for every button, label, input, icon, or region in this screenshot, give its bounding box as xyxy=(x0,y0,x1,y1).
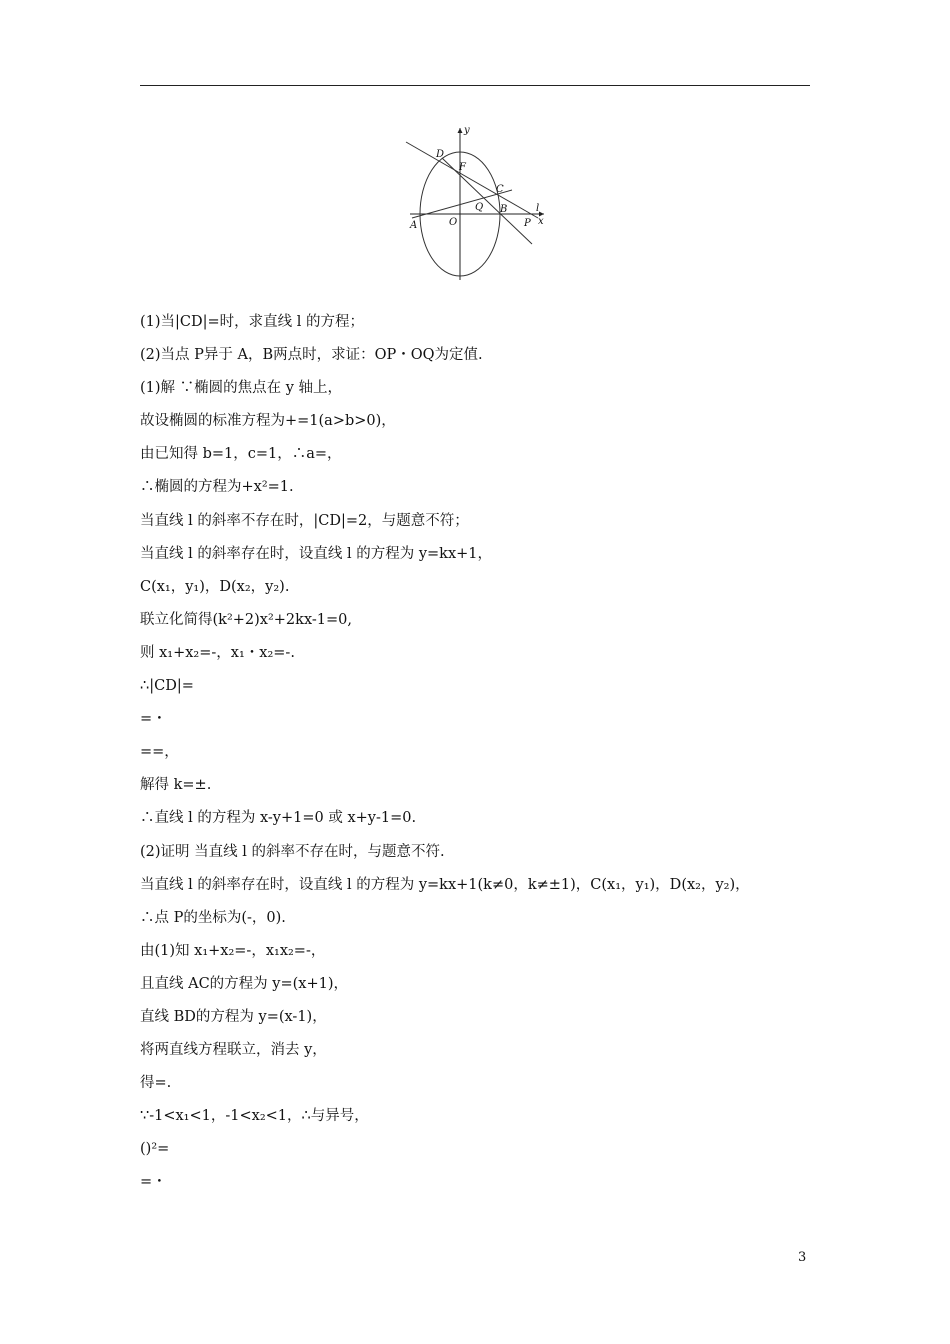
label-f: F xyxy=(459,162,466,173)
label-l: l xyxy=(536,203,540,214)
line-bd xyxy=(442,158,532,244)
label-b: B xyxy=(500,204,508,215)
label-p: P xyxy=(524,218,531,229)
solution-text xyxy=(140,306,820,1200)
text-line: 当直线 l 的斜率存在时，设直线 l 的方程为 y=kx+1(k≠0，k≠±1)，C(x₁，y₁)，D(x₂，y₂)， xyxy=(140,876,750,893)
text-line: ==， xyxy=(140,744,179,761)
text-line: 联立化简得(k²+2)x²+2kx-1=0, xyxy=(140,611,352,628)
text-line: ∴|CD|= xyxy=(140,678,194,695)
text-line: C(x₁，y₁)，D(x₂，y₂). xyxy=(140,578,290,595)
text-line: 将两直线方程联立，消去 y， xyxy=(140,1042,327,1059)
text-line: 由已知得 b=1，c=1，∴a=， xyxy=(140,446,342,463)
text-line: ∴直线 l 的方程为 x-y+1=0 或 x+y-1=0. xyxy=(140,810,417,827)
text-line: (2)证明 当直线 l 的斜率不存在时，与题意不符. xyxy=(140,843,445,860)
header-rule xyxy=(140,85,810,86)
text-line: ∴点 P的坐标为(-，0). xyxy=(140,909,286,926)
label-x: x xyxy=(538,216,544,227)
y-axis-arrow xyxy=(458,128,463,133)
text-line: 得=. xyxy=(140,1075,172,1092)
label-q: Q xyxy=(475,202,484,213)
ellipse-figure xyxy=(398,122,550,284)
label-a: A xyxy=(410,220,418,231)
text-line: ∵-1<x₁<1，-1<x₂<1，∴与异号， xyxy=(140,1108,369,1125)
text-line: (2)当点 P异于 A，B两点时，求证：OP・OQ为定值. xyxy=(140,347,483,364)
text-line: 当直线 l 的斜率不存在时，|CD|=2，与题意不符； xyxy=(140,512,469,529)
text-line: 当直线 l 的斜率存在时，设直线 l 的方程为 y=kx+1， xyxy=(140,545,492,562)
label-d: D xyxy=(436,149,445,160)
label-o: O xyxy=(449,217,458,228)
text-line: 由(1)知 x₁+x₂=-，x₁x₂=-， xyxy=(140,942,326,959)
label-y: y xyxy=(464,125,470,136)
label-c: C xyxy=(496,184,504,195)
text-line: 解得 k=±. xyxy=(140,777,212,794)
line-l xyxy=(406,142,538,218)
text-line: 且直线 AC的方程为 y=(x+1)， xyxy=(140,975,348,992)
text-line: (1)解 ∵椭圆的焦点在 y 轴上， xyxy=(140,380,343,397)
page-number: 3 xyxy=(798,1250,807,1265)
text-line: 则 x₁+x₂=-，x₁・x₂=-. xyxy=(140,644,295,661)
text-line: ∴椭圆的方程为+x²=1. xyxy=(140,479,294,496)
text-line: =・ xyxy=(140,1174,167,1191)
ellipse-diagram xyxy=(398,122,550,284)
text-line: 故设椭圆的标准方程为+=1(a>b>0)， xyxy=(140,413,396,430)
text-line: ()²= xyxy=(140,1141,170,1158)
text-line: 直线 BD的方程为 y=(x-1)， xyxy=(140,1008,327,1025)
text-line: (1)当|CD|=时，求直线 l 的方程； xyxy=(140,314,365,330)
text-line: =・ xyxy=(140,711,167,728)
